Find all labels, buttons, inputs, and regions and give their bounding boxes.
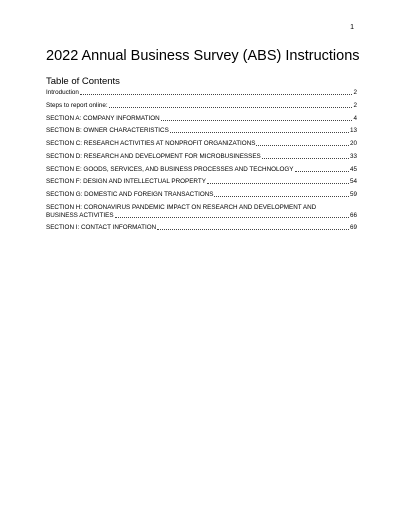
dot-leader [109, 107, 353, 108]
toc-entry-second-line [46, 212, 357, 220]
toc-entry-label: SECTION C: RESEARCH ACTIVITIES AT NONPROFIT ORGANIZATIONS [46, 140, 256, 148]
toc-heading: Table of Contents [46, 76, 120, 87]
toc-entry-label: SECTION F: DESIGN AND INTELLECTUAL PROPERTY [46, 178, 206, 186]
dot-leader [207, 183, 349, 184]
toc-entry-section-i[interactable] [46, 224, 357, 232]
dot-leader [295, 171, 349, 172]
page-number: 1 [350, 24, 354, 31]
dot-leader [256, 145, 349, 146]
dot-leader [157, 229, 349, 230]
toc-entry-page: 4 [353, 114, 357, 122]
toc-entry-page: 45 [349, 165, 357, 173]
toc-entry-steps[interactable] [46, 102, 357, 110]
toc-entry-section-g[interactable] [46, 191, 357, 199]
toc-entry-label: Introduction [46, 89, 79, 96]
toc-entry-page: 33 [349, 152, 357, 160]
toc-entry-introduction[interactable] [46, 89, 357, 97]
toc-entry-label: SECTION D: RESEARCH AND DEVELOPMENT FOR MICROBUSINESSES [46, 152, 261, 160]
toc-entry-label-line2: BUSINESS ACTIVITIES [46, 211, 114, 219]
toc-entry-section-c[interactable] [46, 140, 357, 148]
toc-entry-section-e[interactable] [46, 166, 357, 174]
document-title: 2022 Annual Business Survey (ABS) Instructions [46, 48, 360, 64]
toc-entry-label: SECTION I: CONTACT INFORMATION [46, 224, 157, 232]
toc-entry-section-b[interactable] [46, 127, 357, 135]
toc-entry-page: 20 [349, 140, 357, 148]
dot-leader [214, 196, 349, 197]
toc-entry-page: 69 [349, 224, 357, 232]
dot-leader [80, 94, 353, 95]
dot-leader [170, 132, 349, 133]
toc-entry-label: Steps to report online: [46, 101, 108, 109]
toc-entry-label: SECTION E: GOODS, SERVICES, AND BUSINESS PROCESSES AND TECHNOLOGY [46, 165, 294, 173]
table-of-contents [46, 89, 357, 237]
dot-leader [161, 120, 353, 121]
toc-entry-section-d[interactable] [46, 153, 357, 161]
toc-entry-page: 59 [349, 191, 357, 199]
dot-leader [262, 158, 349, 159]
toc-entry-page: 66 [349, 211, 357, 219]
dot-leader [115, 217, 349, 218]
toc-entry-label: SECTION B: OWNER CHARACTERISTICS [46, 127, 169, 135]
toc-entry-page: 13 [349, 127, 357, 135]
toc-entry-label: SECTION G: DOMESTIC AND FOREIGN TRANSACTIONS [46, 191, 214, 199]
toc-entry-label: SECTION A: COMPANY INFORMATION [46, 114, 160, 122]
toc-entry-label-line1: SECTION H: CORONAVIRUS PANDEMIC IMPACT ON RESEARCH AND DEVELOPMENT AND [46, 204, 317, 212]
toc-entry-section-h[interactable] [46, 204, 357, 219]
toc-entry-page: 2 [353, 101, 357, 109]
toc-entry-page: 54 [349, 178, 357, 186]
toc-entry-page: 2 [353, 89, 357, 96]
toc-entry-section-f[interactable] [46, 178, 357, 186]
toc-entry-section-a[interactable] [46, 115, 357, 123]
